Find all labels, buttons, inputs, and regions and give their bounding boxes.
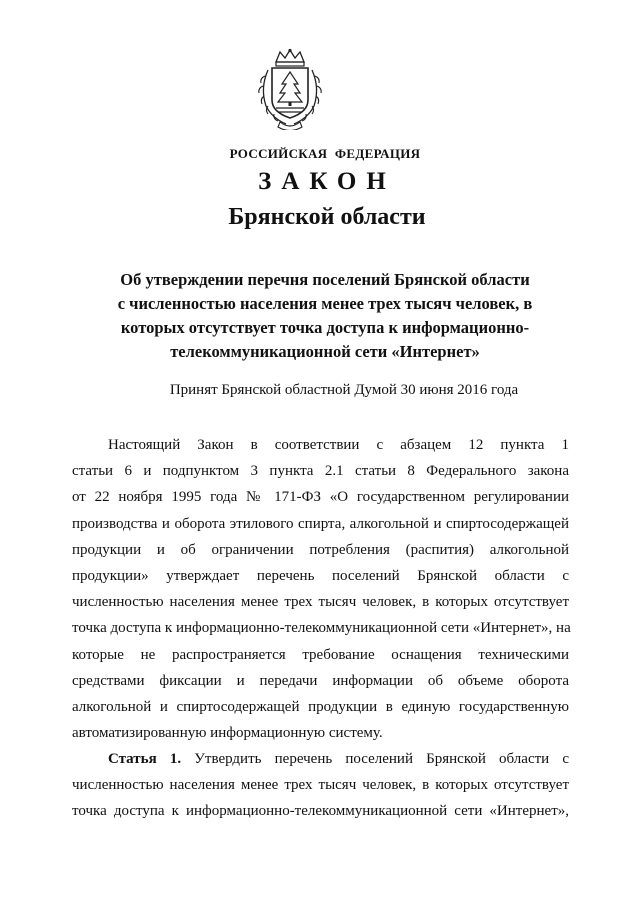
paragraph-line: Настоящий Закон в соответствии с абзацем 12 пункта 1 — [108, 437, 569, 453]
paragraph-line: алкогольной и спиртосодержащей продукции в единую государственную — [72, 698, 569, 715]
paragraph-line: производства и оборота этилового спирта, алкогольной и спиртосодержащей — [72, 515, 569, 532]
paragraph-line: численностью населения менее трех тысяч человек, в которых отсутствует — [72, 594, 569, 611]
federation-heading: РОССИЙСКАЯ ФЕДЕРАЦИЯ — [229, 146, 421, 161]
document-type-heading: ЗАКОН — [258, 168, 396, 195]
law-title-line: телекоммуникационной сети «Интернет» — [170, 342, 480, 361]
article-1-first-line-text: Утвердить перечень поселений Брянской области с — [194, 751, 569, 767]
law-title-line: которых отсутствует точка доступа к информационно- — [120, 318, 530, 337]
paragraph-line: численностью населения менее трех тысяч человек, в которых отсутствует — [72, 777, 569, 794]
paragraph-line: автоматизированную информационную систему. — [72, 725, 383, 742]
article-1-label: Статья 1. — [108, 751, 182, 767]
law-title-line: с численностью населения менее трех тысяч человек, в — [117, 294, 533, 313]
paragraph-line: средствами фиксации и передачи информации об объеме оборота — [72, 672, 569, 689]
paragraph-line: продукции и об ограничении потребления (распития) алкогольной — [72, 541, 569, 558]
article-1-paragraph — [72, 746, 569, 825]
paragraph-line: продукции» утверждает перечень поселений Брянской области с — [72, 567, 569, 584]
preamble-paragraph — [72, 432, 569, 746]
paragraph-line: статьи 6 и подпунктом 3 пункта 2.1 статьи 8 Федерального закона — [72, 463, 569, 480]
law-title-line: Об утверждении перечня поселений Брянской области — [120, 270, 530, 289]
coat-of-arms-emblem — [256, 48, 324, 130]
region-heading: Брянской области — [228, 204, 426, 230]
law-title — [90, 268, 560, 364]
paragraph-line: точка доступа к информационно-телекоммуникационной сети «Интернет», на — [72, 620, 571, 637]
adoption-note: Принят Брянской областной Думой 30 июня 2016 года — [169, 382, 519, 398]
paragraph-line: от 22 ноября 1995 года № 171-ФЗ «О государственном регулировании — [72, 489, 569, 506]
article-1-first-line — [72, 746, 569, 772]
paragraph-line: точка доступа к информационно-телекоммуникационной сети «Интернет», — [72, 803, 569, 820]
paragraph-line: которые не распространяется требование оснащения техническими — [72, 646, 569, 663]
